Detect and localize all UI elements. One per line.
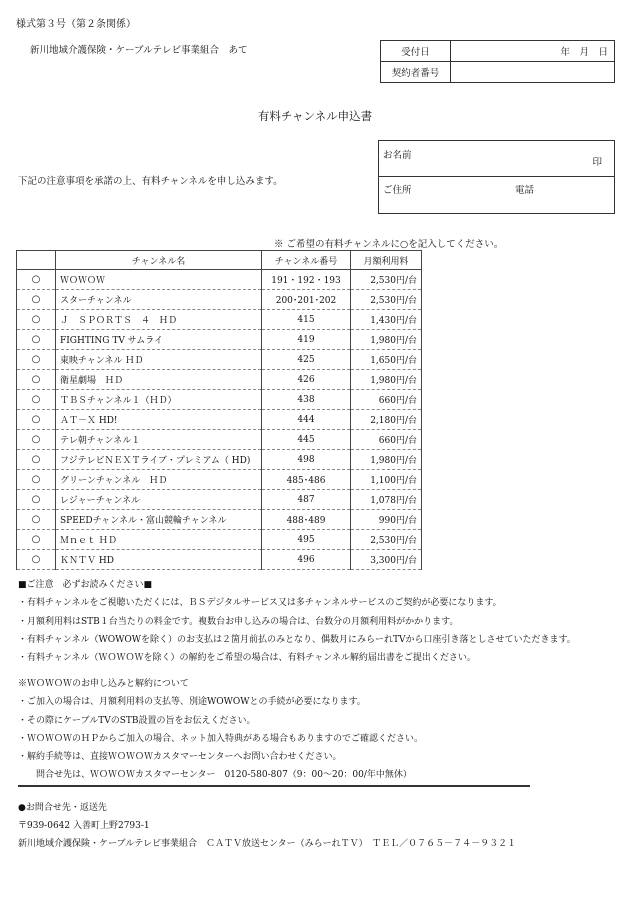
wowow-heading: ※ＷＯＷＯＷのお申し込みと解約について: [18, 679, 189, 689]
channel-name: Ｊ ＳＰＯＲＴＳ ４ ＨＤ: [56, 310, 262, 330]
channel-number: 487: [262, 490, 351, 510]
wowow-item: ・その際にケーブルTVのSTB設置の旨をお伝えください。: [18, 715, 256, 726]
channel-number: 200･201･202: [262, 290, 351, 310]
channel-name: Ｍｎｅｔ ＨＤ: [56, 530, 262, 550]
monthly-fee: 1,100円/台: [351, 470, 422, 490]
select-circle[interactable]: ○: [17, 410, 56, 430]
addressee: 新川地域介護保険・ケーブルテレビ事業組合 あて: [30, 45, 248, 56]
select-circle[interactable]: ○: [17, 450, 56, 470]
wowow-notes: [18, 675, 423, 785]
contract-number-field[interactable]: [451, 62, 615, 83]
receipt-date-label: 受付日: [381, 41, 451, 62]
table-row: [17, 550, 422, 570]
intro-text: 下記の注意事項を承諾の上、有料チャンネルを申し込みます。: [18, 176, 283, 187]
select-circle[interactable]: ○: [17, 370, 56, 390]
name-label: お名前: [383, 150, 412, 161]
table-row: [17, 530, 422, 550]
channel-number: 485･486: [262, 470, 351, 490]
channel-name: スターチャンネル: [56, 290, 262, 310]
contract-number-label: 契約者番号: [381, 62, 451, 83]
monthly-fee: 2,530円/台: [351, 530, 422, 550]
channel-name: フジテレビＮＥＸＴライブ・プレミアム（ HD): [56, 450, 262, 470]
tel-label: 電話: [515, 185, 535, 196]
channel-name: ＴＢＳチャンネル１（ＨＤ）: [56, 390, 262, 410]
monthly-fee: 1,650円/台: [351, 350, 422, 370]
table-row: [17, 410, 422, 430]
channel-name: FIGHTING TV サムライ: [56, 330, 262, 350]
channel-number: 496: [262, 550, 351, 570]
col-channel-number: チャンネル番号: [262, 251, 351, 270]
name-row[interactable]: [379, 141, 614, 177]
monthly-fee: 990円/台: [351, 510, 422, 530]
receipt-date-field[interactable]: 年 月 日: [451, 41, 615, 62]
contact-heading: ●お問合せ先・返送先: [18, 803, 107, 813]
channel-number: 419: [262, 330, 351, 350]
wowow-item: ・ＷＯＷＯＷのＨＰからご加入の場合、ネット加入特典がある場合もありますのでご確認ください。: [18, 733, 424, 744]
wowow-contact: 問合せ先は、ＷＯＷＯＷカスタマーセンター 0120-580-807（9：00～20：00/年中無休）: [18, 770, 412, 781]
channel-name: 衛星劇場 ＨＤ: [56, 370, 262, 390]
table-row: [17, 270, 422, 290]
col-channel-name: チャンネル名: [56, 251, 262, 270]
table-row: [17, 350, 422, 370]
caution-item: ・有料チャンネルをご視聴いただくには、ＢＳデジタルサービス又は多チャンネルサービスのご契約が必要になります。: [18, 598, 502, 609]
monthly-fee: 2,530円/台: [351, 290, 422, 310]
channel-number: 444: [262, 410, 351, 430]
monthly-fee: 2,180円/台: [351, 410, 422, 430]
selection-instruction: ※ ご希望の有料チャンネルに○を記入してください。: [274, 239, 504, 250]
wowow-item: ・解約手続等は、直接ＷＯＷＯＷカスタマーセンターへお問い合わせください。: [18, 752, 342, 763]
channel-number: 488･489: [262, 510, 351, 530]
channel-number: 415: [262, 310, 351, 330]
channel-name: ＡＴ－Ｘ HD!: [56, 410, 262, 430]
table-row: [17, 290, 422, 310]
monthly-fee: 660円/台: [351, 390, 422, 410]
caution-notes: [18, 576, 576, 667]
select-circle[interactable]: ○: [17, 390, 56, 410]
monthly-fee: 1,980円/台: [351, 370, 422, 390]
contact-postal: 〒939-0642 入善町上野2793-1: [18, 821, 150, 831]
applicant-box: [378, 140, 615, 214]
select-circle[interactable]: ○: [17, 490, 56, 510]
table-row: [17, 510, 422, 530]
channel-name: ＷＯＷＯＷ: [56, 270, 262, 290]
divider: [18, 785, 530, 787]
channel-number: 495: [262, 530, 351, 550]
caution-heading: ■ご注意 必ずお読みください■: [18, 580, 153, 590]
select-circle[interactable]: ○: [17, 510, 56, 530]
table-row: [17, 490, 422, 510]
channel-number: 498: [262, 450, 351, 470]
form-number: 様式第３号（第２条関係）: [16, 19, 136, 30]
monthly-fee: 1,980円/台: [351, 330, 422, 350]
select-circle[interactable]: ○: [17, 550, 56, 570]
channel-number: 426: [262, 370, 351, 390]
channel-number: 191・192・193: [262, 270, 351, 290]
select-circle[interactable]: ○: [17, 470, 56, 490]
channel-name: ＫＮＴＶ HD: [56, 550, 262, 570]
channel-name: 東映チャンネル ＨＤ: [56, 350, 262, 370]
monthly-fee: 3,300円/台: [351, 550, 422, 570]
table-row: [17, 390, 422, 410]
contact-org: 新川地域介護保険・ケーブルテレビ事業組合 ＣＡＴＶ放送センター（みらーれＴＶ） ＴＥＬ／０７６５－７４－９３２１: [18, 839, 517, 849]
contact-block: [18, 799, 516, 853]
select-circle[interactable]: ○: [17, 270, 56, 290]
select-circle[interactable]: ○: [17, 290, 56, 310]
channel-number: 438: [262, 390, 351, 410]
monthly-fee: 2,530円/台: [351, 270, 422, 290]
channel-number: 445: [262, 430, 351, 450]
receipt-box: [380, 40, 615, 83]
seal-label: 印: [592, 157, 602, 168]
col-mark: [17, 251, 56, 270]
col-monthly-fee: 月額利用料: [351, 251, 422, 270]
monthly-fee: 1,980円/台: [351, 450, 422, 470]
page-title: 有料チャンネル申込書: [257, 109, 373, 123]
table-row: [17, 330, 422, 350]
caution-item: ・月額利用料はSTB１台当たりの料金です。複数台お申し込みの場合は、台数分の月額利用料がかかります。: [18, 616, 459, 627]
table-row: [17, 310, 422, 330]
select-circle[interactable]: ○: [17, 350, 56, 370]
channel-name: テレ朝チャンネル１: [56, 430, 262, 450]
select-circle[interactable]: ○: [17, 430, 56, 450]
select-circle[interactable]: ○: [17, 530, 56, 550]
table-row: [17, 470, 422, 490]
table-row: [17, 370, 422, 390]
caution-item: ・有料チャンネル（WOWOWを除く）のお支払は２箇月前払のみとなり、偶数月にみらーれTVから口座引き落としさせていただきます。: [18, 634, 576, 645]
wowow-item: ・ご加入の場合は、月額利用料の支払等、別途WOWOWとの手続が必要になります。: [18, 697, 366, 708]
caution-item: ・有料チャンネル（ＷＯＷＯＷを除く）の解約をご希望の場合は、有料チャンネル解約届出書をご提出ください。: [18, 653, 476, 664]
channel-name: レジャーチャンネル: [56, 490, 262, 510]
channel-name: SPEEDチャンネル・富山競輪チャンネル: [56, 510, 262, 530]
monthly-fee: 660円/台: [351, 430, 422, 450]
channel-table: [16, 250, 422, 570]
monthly-fee: 1,078円/台: [351, 490, 422, 510]
select-circle[interactable]: ○: [17, 330, 56, 350]
table-row: [17, 450, 422, 470]
table-row: [17, 430, 422, 450]
select-circle[interactable]: ○: [17, 310, 56, 330]
channel-number: 425: [262, 350, 351, 370]
monthly-fee: 1,430円/台: [351, 310, 422, 330]
address-label: ご住所: [383, 185, 412, 196]
channel-name: グリーンチャンネル ＨＤ: [56, 470, 262, 490]
